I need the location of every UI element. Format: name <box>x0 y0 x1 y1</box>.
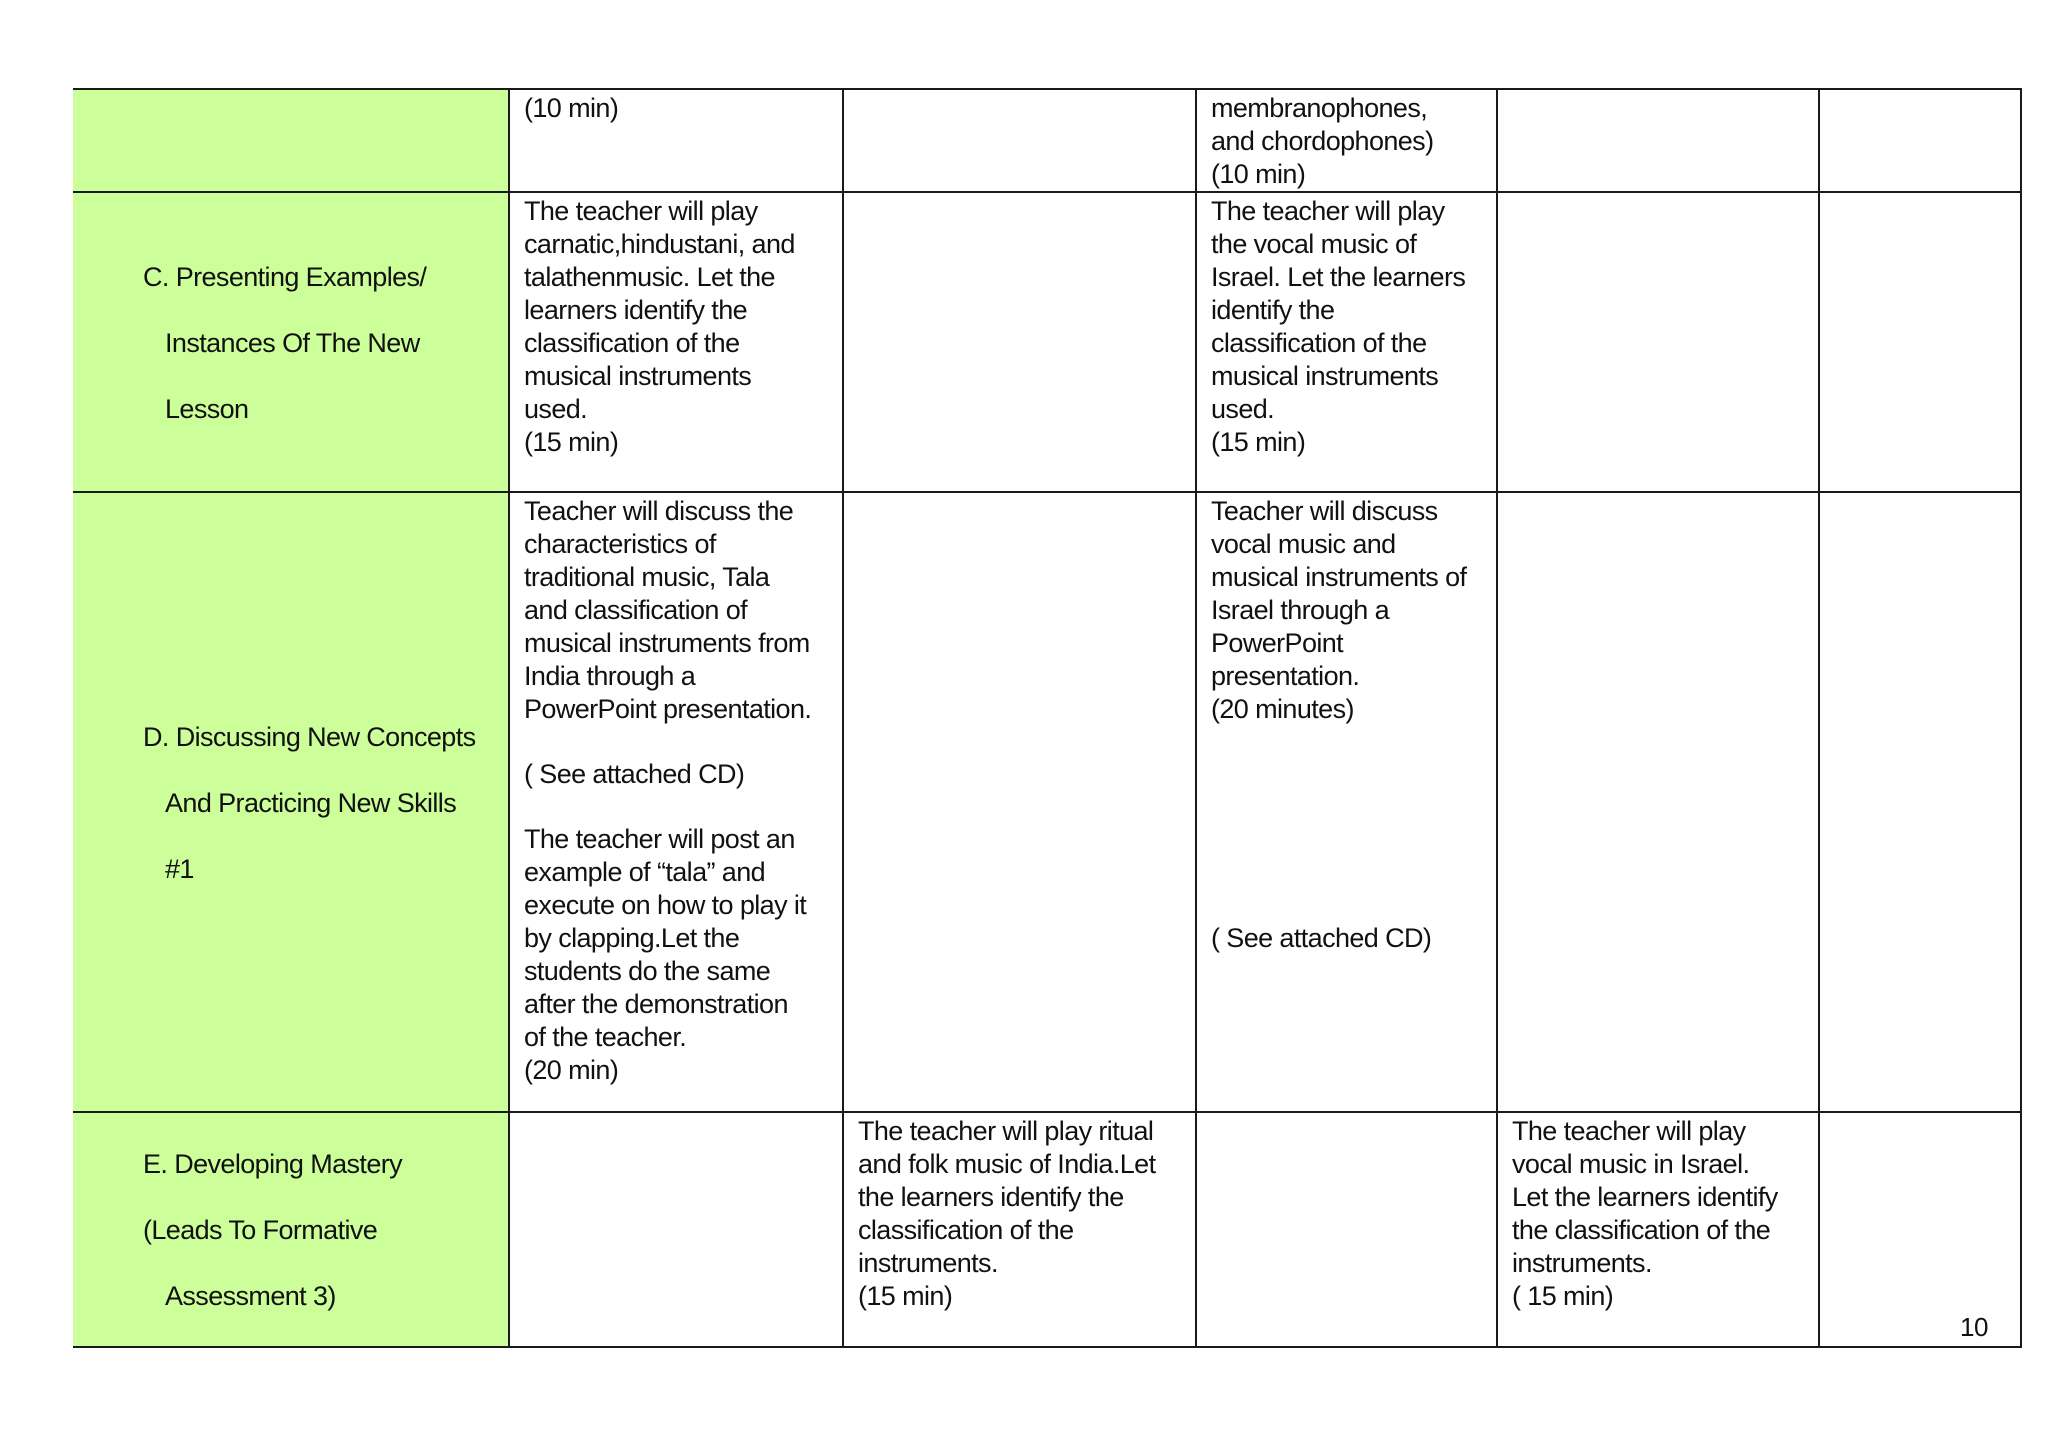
row-label-line: And Practicing New Skills <box>165 787 457 818</box>
table-cell: The teacher will play the vocal music of Israel. Let the learners identify the classification of the musical instruments used. (15 min) <box>1196 192 1497 492</box>
table-cell <box>1819 192 2021 492</box>
row-label-line: #1 <box>165 853 194 884</box>
table-cell: (10 min) <box>509 89 843 192</box>
row-label-line: (Leads To Formative <box>143 1215 378 1245</box>
table-cell <box>1819 89 2021 192</box>
row-label-cell <box>73 89 509 192</box>
table-cell <box>843 192 1196 492</box>
table-cell: The teacher will play ritual and folk music of India.Let the learners identify the classification of the instruments. (15 min) <box>843 1112 1196 1347</box>
table-cell <box>1196 1112 1497 1347</box>
table-cell <box>1196 492 1497 1112</box>
row-label-line: D. Discussing New Concepts <box>143 721 476 752</box>
table-cell <box>1819 1112 2021 1347</box>
page-number: 10 <box>1960 1312 1988 1342</box>
row-label-line: E. Developing Mastery <box>143 1149 403 1179</box>
row-label-cell <box>73 1112 509 1347</box>
row-label-line: Instances Of The New <box>165 327 420 358</box>
row-label-cell <box>73 192 509 492</box>
table-row <box>73 1112 2021 1347</box>
table-cell <box>509 1112 843 1347</box>
table-cell: The teacher will play carnatic,hindustani, and talathenmusic. Let the learners identify the classification of the musical instruments used. (15 min) <box>509 192 843 492</box>
lesson-plan-table <box>73 88 2022 1348</box>
table-cell: The teacher will play vocal music in Israel. Let the learners identify the classification of the instruments. ( 15 min) <box>1497 1112 1819 1347</box>
cell-paragraph: The teacher will post an example of “tala” and execute on how to play it by clapping.Let the students do the same after the demonstration of the teacher. (20 min) <box>524 824 807 1085</box>
cell-paragraph: Teacher will discuss vocal music and musical instruments of Israel through a PowerPoint presentation. (20 minutes) <box>1211 496 1467 724</box>
row-label-line: Lesson <box>165 393 249 424</box>
table-cell <box>1819 492 2021 1112</box>
table-cell <box>1497 192 1819 492</box>
cell-paragraph: ( See attached CD) <box>1211 923 1432 953</box>
cell-paragraph: Teacher will discuss the characteristics of traditional music, Tala and classification of musical instruments from India through a PowerPoint presentation. <box>524 496 812 724</box>
table-cell <box>843 492 1196 1112</box>
row-label-line: C. Presenting Examples/ <box>143 261 427 292</box>
row-label-cell <box>73 492 509 1112</box>
row-label-line: Assessment 3) <box>165 1281 336 1311</box>
table-cell <box>1497 89 1819 192</box>
table-row <box>73 89 2021 192</box>
table-row <box>73 192 2021 492</box>
cell-paragraph: ( See attached CD) <box>524 759 745 789</box>
table-row <box>73 492 2021 1112</box>
table-cell <box>843 89 1196 192</box>
table-cell <box>1497 492 1819 1112</box>
table-cell <box>509 492 843 1112</box>
table-cell: membranophones, and chordophones) (10 min) <box>1196 89 1497 192</box>
